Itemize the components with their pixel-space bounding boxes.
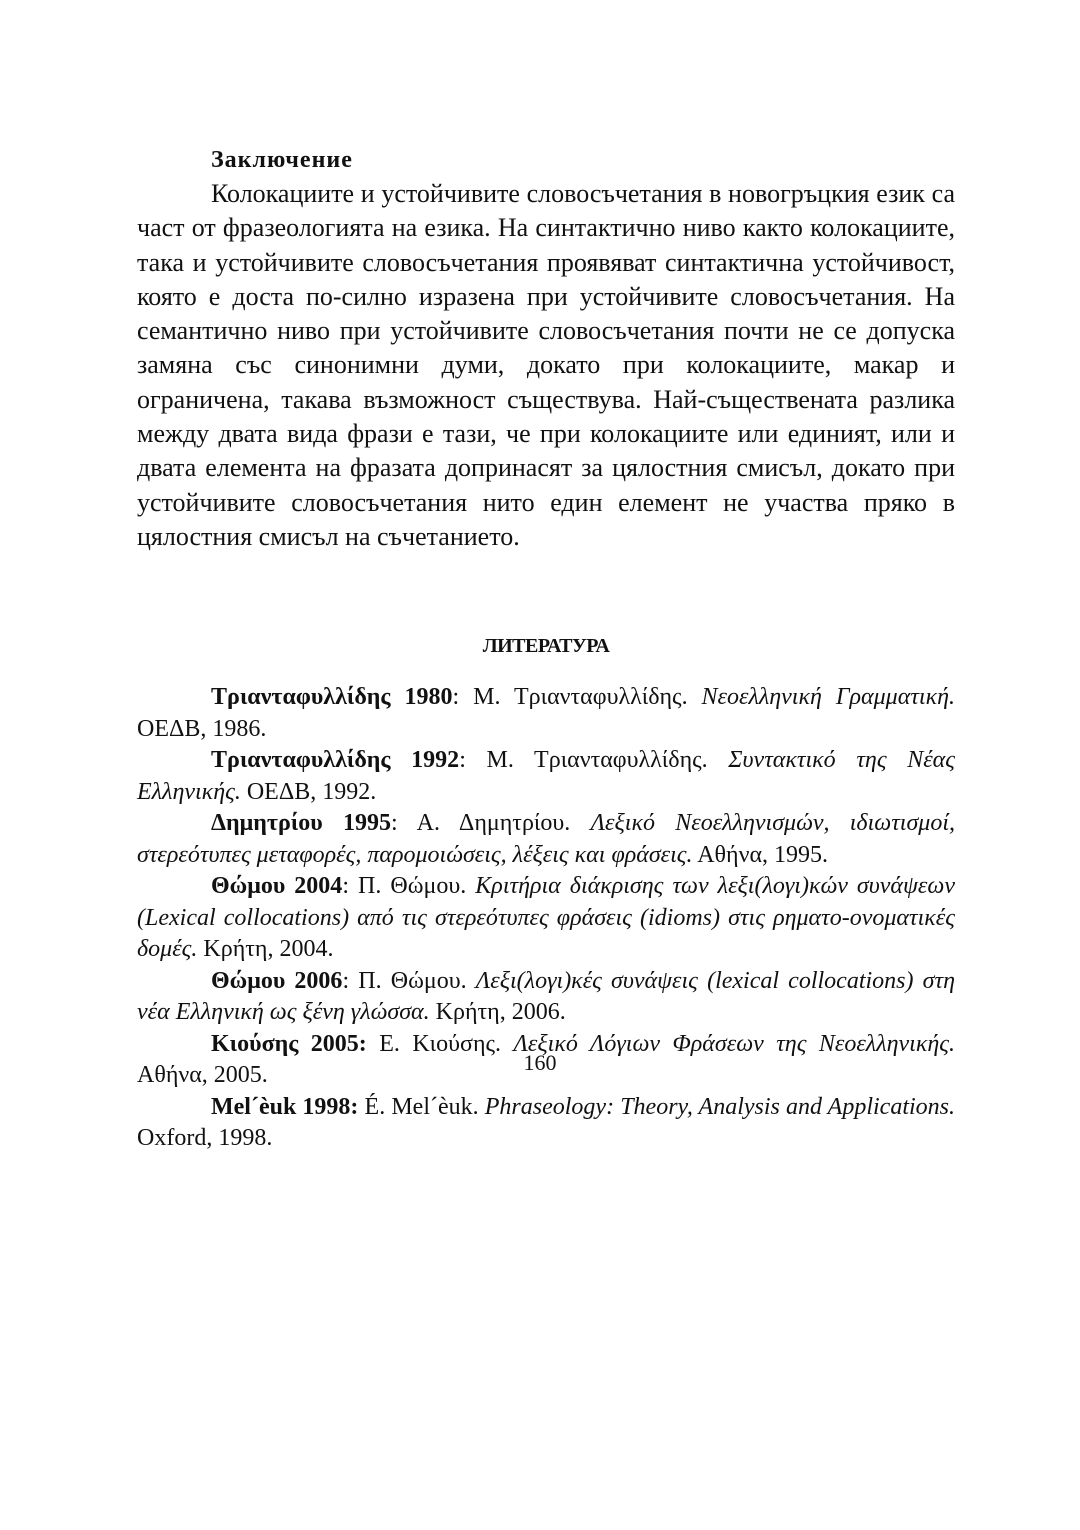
reference-item bbox=[137, 682, 955, 745]
reference-publisher: ΟΕΔΒ, 1992. bbox=[240, 778, 377, 805]
reference-publisher: Αθήνα, 2005. bbox=[137, 1062, 268, 1089]
reference-list bbox=[137, 682, 955, 1155]
reference-item bbox=[137, 745, 955, 808]
reference-author: Ε. Κιούσης. bbox=[366, 1030, 514, 1057]
reference-author: : Π. Θώμου. bbox=[342, 873, 476, 900]
reference-title: Λεξικό Νεοελληνισμών, ιδιωτισμοί, στερεότυπες μεταφορές, παρομοιώσεις, λέξεις και φράσεις. bbox=[137, 810, 956, 868]
reference-key: Τριανταφυλλίδης 1980 bbox=[211, 684, 453, 711]
reference-publisher: Αθήνα, 1995. bbox=[692, 841, 829, 868]
page-number: 160 bbox=[523, 1050, 557, 1075]
reference-item bbox=[137, 871, 955, 966]
reference-key: Mel´èuk 1998: bbox=[211, 1093, 359, 1120]
reference-author: É. Mel´èuk. bbox=[358, 1093, 485, 1120]
reference-key: Θώμου 2004 bbox=[211, 873, 343, 900]
reference-title: Phraseology: Theory, Analysis and Applications. bbox=[484, 1093, 955, 1120]
conclusion-heading: Заключение bbox=[211, 147, 353, 173]
reference-item bbox=[137, 966, 955, 1029]
reference-key: Κιούσης 2005: bbox=[211, 1030, 367, 1057]
page-body bbox=[137, 143, 955, 1155]
reference-title: Νεοελληνική Γραμματική. bbox=[701, 684, 956, 711]
reference-item bbox=[137, 808, 955, 871]
reference-publisher: ΟΕΔΒ, 1986. bbox=[137, 715, 267, 742]
conclusion-paragraph: Колокациите и устойчивите словосъчетания в новогръцкия език са част от фразеологията на езика. На синтактично ниво както колокациите, така и устойчивите словосъчетания проявяват синтактична устойчивост, която е доста по-силно изразена при устойчивите словосъчетания. На семантично ниво при устойчивите словосъчетания почти не се допуска замяна със синонимни думи, докато при колокациите, макар и ограничена, такава възможност съществува. Най-съществената разлика между двата вида фрази е тази, че при колокациите или единият, или и двата елемента на фразата допринасят за цялостния смисъл, докато при устойчивите словосъчетания нито един елемент не участва пряко в цялостния смисъл на съчетанието. bbox=[137, 179, 955, 551]
reference-author: : Μ. Τριανταφυλλίδης. bbox=[459, 747, 729, 774]
reference-key: Δημητρίου 1995 bbox=[211, 810, 391, 837]
reference-author: : Μ. Τριανταφυλλίδης. bbox=[452, 684, 702, 711]
reference-item bbox=[137, 1092, 955, 1155]
reference-key: Θώμου 2006 bbox=[211, 967, 343, 994]
reference-author: : Α. Δημητρίου. bbox=[391, 810, 591, 837]
reference-author: : Π. Θώμου. bbox=[342, 967, 476, 994]
reference-title: Κριτήρια διάκρισης των λεξι(λογι)κών συνάψεων (Lexical collocations) από τις στερεότυπες φράσεις (idioms) στις ρηματο-ονοματικές δομές. bbox=[137, 873, 955, 963]
reference-title: Συντακτικό της Νέας Ελληνικής. bbox=[137, 747, 956, 805]
reference-title: Λεξι(λογι)κές συνάψεις (lexical collocations) στη νέα Ελληνική ως ξένη γλώσσα. bbox=[137, 967, 955, 1026]
literature-heading: ЛИТЕРАТУРА bbox=[482, 635, 610, 658]
reference-publisher: Oxford, 1998. bbox=[137, 1125, 273, 1152]
reference-key: Τριανταφυλλίδης 1992 bbox=[211, 747, 460, 774]
reference-publisher: Κρήτη, 2004. bbox=[197, 936, 334, 963]
reference-publisher: Κρήτη, 2006. bbox=[429, 999, 566, 1026]
reference-title: Λεξικό Λόγιων Φράσεων της Νεοελληνικής. bbox=[513, 1030, 955, 1057]
